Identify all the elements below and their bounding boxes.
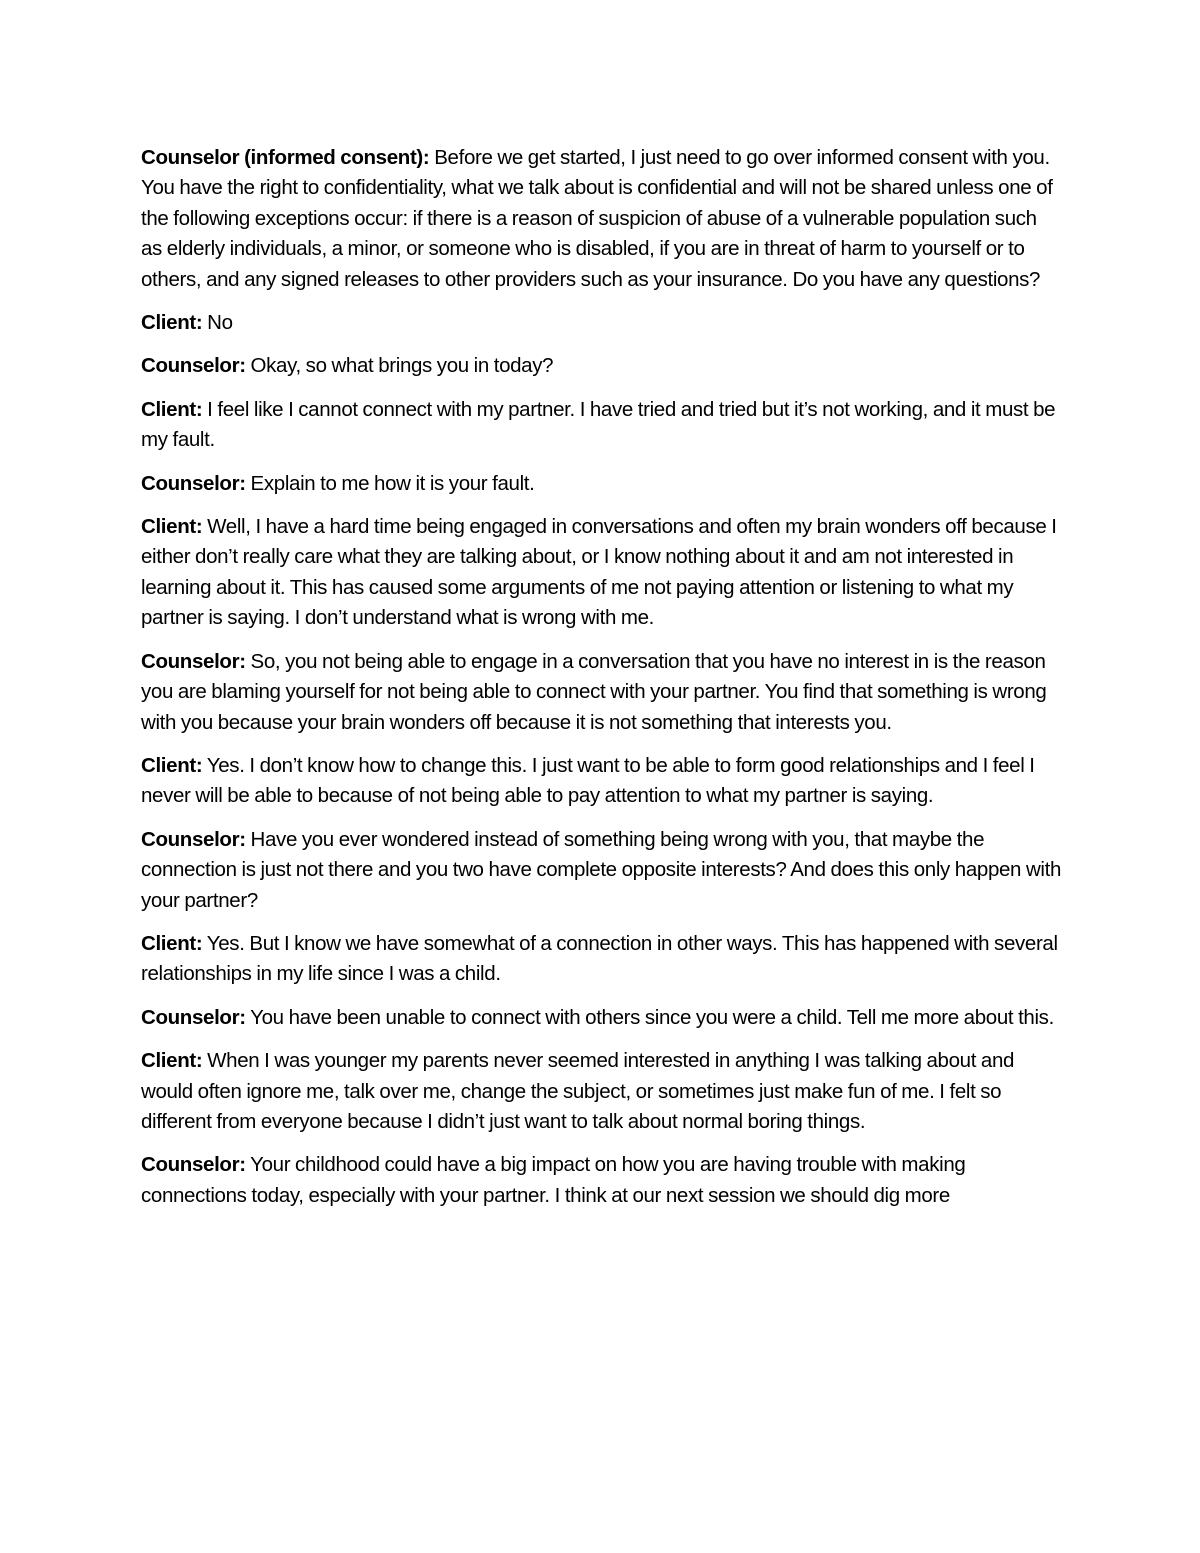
utterance-text: You have been unable to connect with others since you were a child. Tell me more about this. <box>245 1005 1054 1029</box>
speaker-label: Counselor: <box>141 354 246 378</box>
utterance-text: Have you ever wondered instead of something being wrong with you, that maybe the connection is just not there and you two have complete opposite interests? And does this only happen with your partner? <box>141 827 1062 912</box>
transcript-paragraph <box>141 1150 1061 1211</box>
speaker-label: Counselor: <box>141 1153 246 1177</box>
speaker-label: Client: <box>141 1049 203 1073</box>
utterance-text: Okay, so what brings you in today? <box>245 354 554 378</box>
utterance-text: No <box>202 311 233 335</box>
speaker-label: Client: <box>141 515 203 539</box>
transcript-paragraph <box>141 1046 1061 1137</box>
utterance-text: Yes. But I know we have somewhat of a connection in other ways. This has happened with several relationships in my life since I was a child. <box>141 931 1058 986</box>
utterance-text: When I was younger my parents never seemed interested in anything I was talking about and would often ignore me, talk over me, change the subject, or sometimes just make fun of me. I felt so different from everyone because I didn’t just want to talk about normal boring things. <box>141 1049 1015 1133</box>
speaker-label: Counselor: <box>141 827 246 851</box>
transcript-paragraph <box>141 1003 1061 1033</box>
transcript-paragraph <box>141 647 1061 738</box>
speaker-label: Counselor: <box>141 471 246 495</box>
speaker-label: Counselor (informed consent): <box>141 146 430 169</box>
speaker-label: Client: <box>141 753 203 777</box>
utterance-text: Explain to me how it is your fault. <box>245 471 535 495</box>
utterance-text: Your childhood could have a big impact on how you are having trouble with making connections today, especially with your partner. I think at our next session we should dig more <box>141 1153 966 1207</box>
speaker-label: Client: <box>141 931 203 955</box>
utterance-text: Well, I have a hard time being engaged in conversations and often my brain wonders off because I either don’t really care what they are talking about, or I know nothing about it and am not interested in learning about it. This has caused some arguments of me not paying attention or listening to what my partner is saying. I don’t understand what is wrong with me. <box>141 515 1057 630</box>
speaker-label: Counselor: <box>141 649 246 673</box>
utterance-text: So, you not being able to engage in a conversation that you have no interest in is the reason you are blaming yourself for not being able to connect with your partner. You find that something is wrong with you because your brain wonders off because it is not something that interests you. <box>141 649 1047 734</box>
transcript-paragraph <box>141 512 1061 634</box>
utterance-text: Yes. I don’t know how to change this. I just want to be able to form good relationships and I feel I never will be able to because of not being able to pay attention to what my partner is saying. <box>141 753 1035 808</box>
transcript-paragraph <box>141 351 1061 381</box>
transcript-paragraph <box>141 929 1061 990</box>
transcript-body <box>141 143 1061 1224</box>
transcript-paragraph <box>141 825 1061 916</box>
transcript-paragraph <box>141 469 1061 499</box>
utterance-text: I feel like I cannot connect with my partner. I have tried and tried but it’s not working, and it must be my fault. <box>141 397 1056 452</box>
transcript-paragraph <box>141 308 1061 338</box>
speaker-label: Client: <box>141 397 203 421</box>
speaker-label: Counselor: <box>141 1005 246 1029</box>
utterance-text: Before we get started, I just need to go over informed consent with you. You have the right to confidentiality, what we talk about is confidential and will not be shared unless one of the following exceptions occur: if there is a reason of suspicion of abuse of a vulnerable population such as elderly individuals, a minor, or someone who is disabled, if you are in threat of harm to yourself or to others, and any signed releases to other providers such as your insurance. Do you have any questions? <box>141 146 1053 291</box>
transcript-paragraph <box>141 143 1061 295</box>
speaker-label: Client: <box>141 311 203 335</box>
transcript-paragraph <box>141 751 1061 812</box>
transcript-paragraph <box>141 395 1061 456</box>
